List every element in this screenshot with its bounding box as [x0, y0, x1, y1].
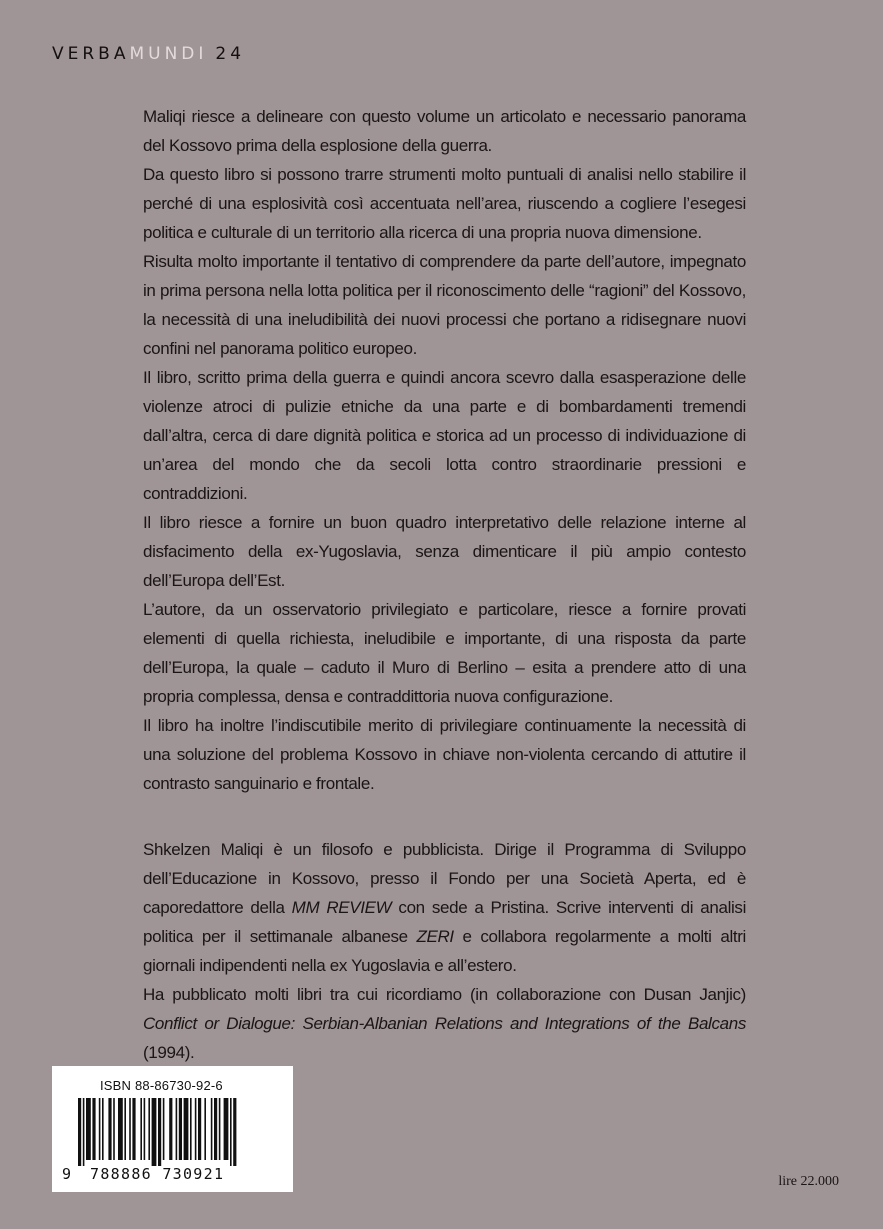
- author-bio: [143, 835, 746, 1067]
- synopsis-paragraph-3: Risulta molto importante il tentativo di comprendere da parte dell’autore, impegnato in prima persona nella lotta politica per il riconoscimento delle “ragioni” del Kossovo, la necessità di una ineludibilità dei nuovi processi che portano a ridisegnare nuovi confini nel panorama politico europeo.: [143, 252, 746, 358]
- barcode-bar: [169, 1098, 172, 1160]
- barcode-bar: [118, 1098, 123, 1160]
- bio-journal-zeri: ZERI: [416, 927, 454, 946]
- barcode-bar: [198, 1098, 201, 1160]
- series-title: [52, 44, 245, 64]
- bio-text-1a: Shkelzen Maliqi è un filosofo e pubblicista. Dirige il Programma di Sviluppo dell’Educazione in Kossovo, presso il Fondo per una Società Aperta, ed è caporedattore della: [143, 840, 746, 917]
- ean-first-digit: 9: [62, 1165, 72, 1183]
- synopsis-paragraph-4: Il libro, scritto prima della guerra e quindi ancora scevro dalla esasperazione delle violenze atroci di pulizie etniche da una parte e di bombardamenti tremendi dall’altra, cerca di dare dignità politica e storica ad un processo di individuazione di un’area del mondo che da secoli lotta contro straordinarie pressioni e contraddizioni.: [143, 368, 746, 503]
- barcode-bar: [99, 1098, 101, 1160]
- barcode-bar: [83, 1098, 85, 1166]
- barcode-bar: [179, 1098, 182, 1160]
- barcode-bar: [86, 1098, 91, 1160]
- barcode-bar: [132, 1098, 135, 1160]
- bio-book-title: Conflict or Dialogue: Serbian-Albanian Relations and Integrations of the Balcans: [143, 1014, 746, 1033]
- synopsis-text: [143, 102, 746, 798]
- barcode-bar: [152, 1098, 157, 1166]
- barcode-bar: [233, 1098, 236, 1166]
- synopsis-paragraph-1: Maliqi riesce a delineare con questo volume un articolato e necessario panorama del Kossovo prima della esplosione della guerra.: [143, 107, 746, 155]
- synopsis-paragraph-6: L’autore, da un osservatorio privilegiato e particolare, riesce a fornire provati elementi di quella richiesta, ineludibile e importante, di una risposta da parte dell’Europa, la quale – caduto il Muro di Berlino – esita a prendere atto di una propria complessa, densa e contraddittoria nuova configurazione.: [143, 600, 746, 706]
- barcode-bar: [190, 1098, 192, 1160]
- bio-journal-mm-review: MM REVIEW: [291, 898, 392, 917]
- barcode-bar: [230, 1098, 232, 1166]
- bio-text-2a: Ha pubblicato molti libri tra cui ricordiamo (in collaborazione con Dusan Janjic): [143, 985, 746, 1004]
- barcode-bar: [92, 1098, 95, 1160]
- series-word-mundi: MUNDI: [129, 44, 208, 64]
- series-number: 24: [215, 44, 246, 64]
- series-word-verba: VERBA: [52, 44, 130, 64]
- barcode-bar: [108, 1098, 111, 1160]
- barcode-bar: [195, 1098, 197, 1160]
- barcode-bar: [78, 1098, 81, 1166]
- barcode-bar: [163, 1098, 165, 1160]
- barcode-bar: [102, 1098, 104, 1160]
- barcode-bar: [224, 1098, 229, 1160]
- barcode-bar: [129, 1098, 131, 1160]
- synopsis-paragraph-7: Il libro ha inoltre l’indiscutibile merito di privilegiare continuamente la necessità di una soluzione del problema Kossovo in chiave non-violenta cercando di attutire il contrasto sanguinario e frontale.: [143, 716, 746, 793]
- isbn-label: ISBN 88-86730-92-6: [100, 1078, 223, 1093]
- barcode-bar: [204, 1098, 206, 1160]
- barcode-bar: [219, 1098, 221, 1160]
- barcode-bar: [184, 1098, 189, 1160]
- barcode-bar: [140, 1098, 142, 1160]
- isbn-barcode-box: [52, 1066, 293, 1192]
- bio-text-1b: con sede a Pristina. Scrive interventi di analisi politica per il settimanale albanese: [143, 898, 746, 946]
- barcode-bar: [113, 1098, 115, 1160]
- barcode-bar: [214, 1098, 217, 1160]
- barcode-bar: [124, 1098, 126, 1160]
- price-label: lire 22.000: [778, 1174, 839, 1189]
- barcode-bar: [176, 1098, 178, 1160]
- bio-paragraph-2: [143, 980, 746, 1067]
- bio-paragraph-1: [143, 835, 746, 980]
- barcode-bar: [158, 1098, 161, 1166]
- barcode-bar: [211, 1098, 213, 1160]
- synopsis-paragraph-2: Da questo libro si possono trarre strumenti molto puntuali di analisi nello stabilire il perché di una esplosività così accentuata nell’area, riuscendo a cogliere l’esegesi politica e culturale di un territorio alla ricerca di una propria nuova dimensione.: [143, 165, 746, 242]
- ean-digits: 788886 730921: [90, 1165, 225, 1183]
- bio-text-1c: e collabora regolarmente a molti altri giornali indipendenti nella ex Yugoslavia e all’estero.: [143, 927, 746, 975]
- synopsis-paragraph-5: Il libro riesce a fornire un buon quadro interpretativo delle relazione interne al disfacimento della ex-Yugoslavia, senza dimenticare il più ampio contesto dell’Europa dell’Est.: [143, 513, 746, 590]
- barcode-bar: [144, 1098, 146, 1160]
- barcode-bar: [148, 1098, 150, 1160]
- bio-text-2b: (1994).: [143, 1043, 195, 1062]
